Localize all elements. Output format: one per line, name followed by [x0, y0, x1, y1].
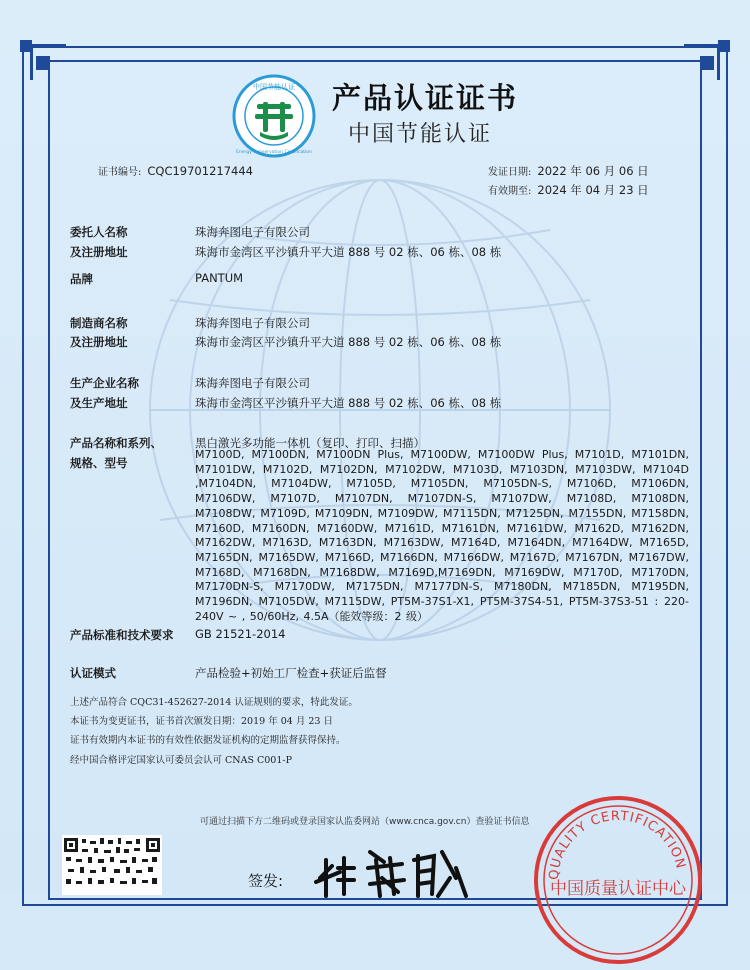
valid-date-label: 有效期至: [488, 186, 532, 197]
maker-label: 制造商名称 [70, 316, 128, 330]
cert-no-label: 证书编号: [98, 167, 142, 178]
mode-value: 产品检验+初始工厂检查+获证后监督 [195, 666, 387, 680]
standard-label: 产品标准和技术要求 [70, 628, 174, 642]
maker-address: 珠海市金湾区平沙镇升平大道 888 号 02 栋、06 栋、08 栋 [195, 335, 502, 349]
mode-label: 认证模式 [70, 666, 116, 680]
energy-certification-logo [232, 74, 316, 158]
corner-ornament [700, 56, 714, 70]
corner-ornament [30, 44, 66, 47]
brand-value: PANTUM [195, 271, 244, 285]
product-label: 产品名称和系列、 [70, 436, 162, 450]
seal-text: QUALITY CERTIFICATION [546, 808, 689, 881]
valid-date-value: 2024 年 04 月 23 日 [537, 183, 649, 197]
factory-address-label: 及生产地址 [70, 396, 128, 410]
qr-code[interactable] [62, 835, 162, 895]
issue-date-label: 发证日期: [488, 167, 532, 178]
note-line: 上述产品符合 CQC31-452627-2014 认证规则的要求，特此发证。 [70, 697, 358, 708]
factory-name: 珠海奔图电子有限公司 [195, 376, 310, 390]
sign-label: 签发: [248, 872, 284, 890]
certificate-number [98, 163, 253, 178]
client-label: 委托人名称 [70, 225, 128, 239]
factory-label: 生产企业名称 [70, 376, 139, 390]
brand-label: 品牌 [70, 272, 93, 286]
svg-text:中国节能认证: 中国节能认证 [253, 83, 295, 91]
certificate-title: 产品认证证书 [332, 81, 519, 115]
issue-date-value: 2022 年 06 月 06 日 [537, 164, 649, 178]
maker-name: 珠海奔图电子有限公司 [195, 316, 310, 330]
standard-value: GB 21521-2014 [195, 627, 286, 641]
client-address-label: 及注册地址 [70, 245, 128, 259]
note-line: 证书有效期内本证书的有效性依据发证机构的定期监督获得保持。 [70, 735, 346, 746]
corner-ornament [717, 44, 720, 80]
model-list: M7100D, M7100DN, M7100DN Plus, M7100DW, M7100DW Plus, M7101D, M7101DN, M7101DW, M7102D, M7102DN, M7102DW, M7103D, M7103DN, M7103DW, M7104D ,M7104DN, M7104DW, M7105D, M7105DN, M7105DN-S, M7106D, M7106DN, M7106DW, M7107D, M7107DN, M7107DN-S, M7107DW, M7108D, M7108DN, M7108DW, M7109D, M7109DN, M7109DW, M7115DN, M7125DN, M7155DN, M7158DN, M7160D, M7160DN, M7160DW, M7161D, M7161DN, M7161DW, M7162D, M7162DN, M7162DW, M7163D, M7163DN, M7163DW, M7164D, M7164DN, M7164DW, M7165D, M7165DN, M7165DW, M7166D, M7166DN, M7166DW, M7167D, M7167DN, M7167DW, M7168D, M7168DN, M7168DW, M7169D,M7169DN, M7169DW, M7170D, M7170DN, M7170DN-S, M7170DW, M7175DN, M7177DN-S, M7180DN, M7185DN, M7195DN, M7196DN, M7105DW, M7115DW, PT5M-37S1-X1, PT5M-37S4-51, PT5M-37S3-51 : 220-240V ~ , 50/60Hz, 4.5A（能效等级：2 级） [195, 448, 689, 623]
issue-date [488, 163, 649, 179]
svg-text:Energy Conservation Certificat: Energy Conservation Certification [236, 150, 312, 155]
qr-instruction: 可通过扫描下方二维码或登录国家认监委网站（www.cnca.gov.cn）查验证书信息 [200, 817, 530, 827]
client-name: 珠海奔图电子有限公司 [195, 225, 310, 239]
product-name: 黑白激光多功能一体机（复印、打印、扫描） [195, 436, 425, 450]
certification-seal [528, 790, 708, 970]
corner-ornament [36, 56, 50, 70]
svg-text:QUALITY CERTIFICATION [547, 809, 688, 881]
note-line: 本证书为变更证书，证书首次颁发日期：2019 年 04 月 23 日 [70, 716, 333, 727]
signature [310, 838, 470, 898]
maker-address-label: 及注册地址 [70, 335, 128, 349]
product-spec-label: 规格、型号 [70, 456, 128, 470]
cert-no-value: CQC19701217444 [147, 164, 253, 178]
client-address: 珠海市金湾区平沙镇升平大道 888 号 02 栋、06 栋、08 栋 [195, 245, 502, 259]
certificate-subtitle: 中国节能认证 [348, 122, 493, 147]
corner-ornament [30, 44, 33, 80]
seal-inner-text: 中国质量认证中心 [550, 879, 686, 899]
note-line: 经中国合格评定国家认可委员会认可 CNAS C001-P [70, 755, 292, 766]
corner-ornament [684, 44, 720, 47]
factory-address: 珠海市金湾区平沙镇升平大道 888 号 02 栋、06 栋、08 栋 [195, 396, 502, 410]
valid-date [488, 182, 649, 198]
